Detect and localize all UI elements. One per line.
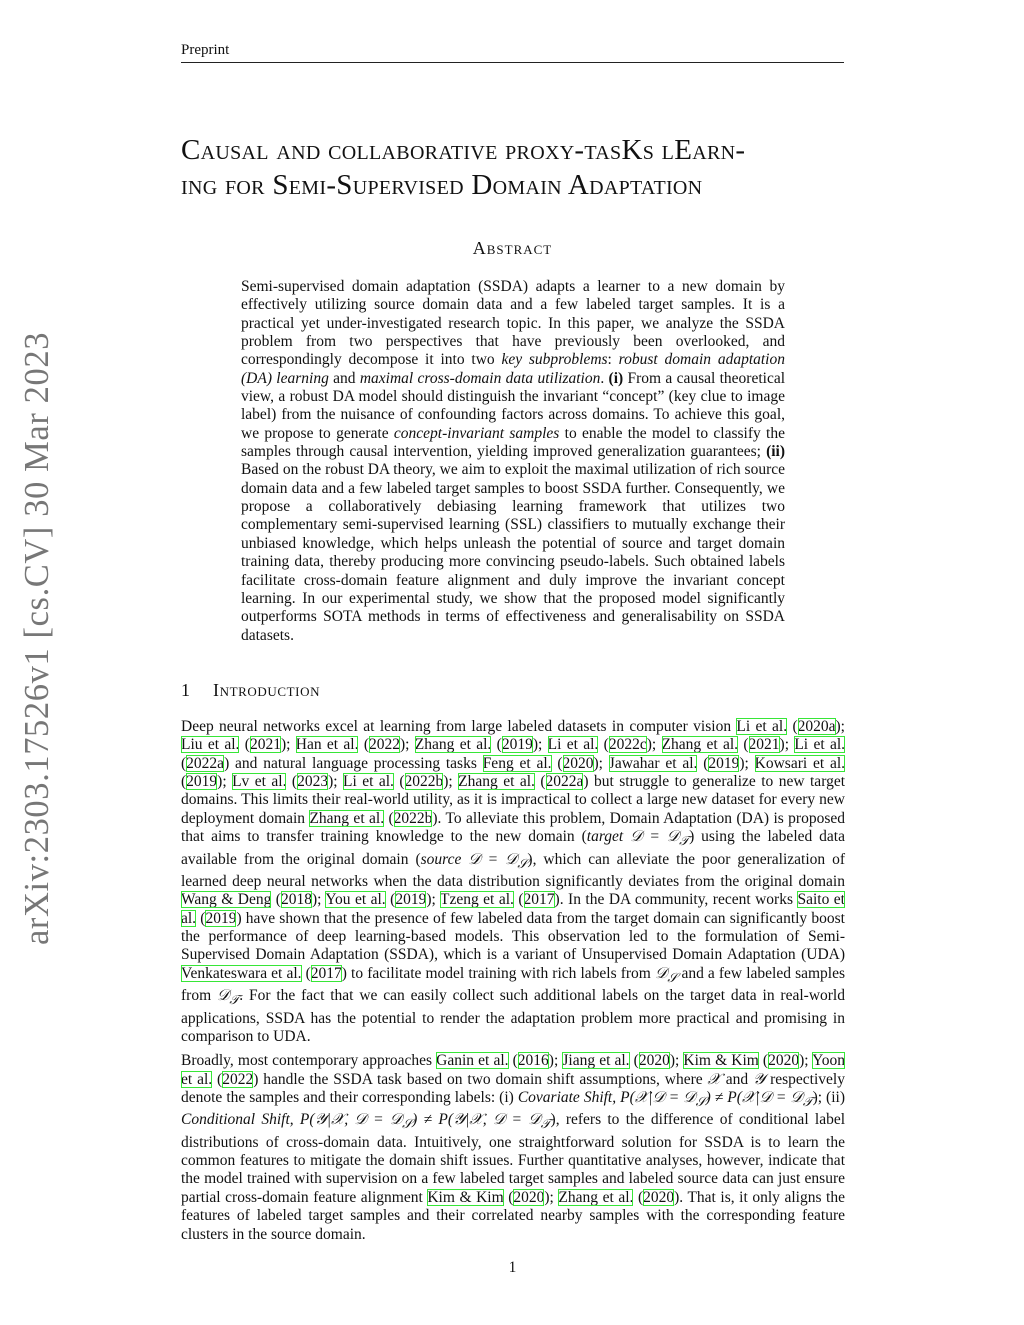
section-number: 1 <box>181 680 191 700</box>
citation-link[interactable]: Venkateswara et al. <box>181 964 302 982</box>
math-inline: 𝒴 <box>753 1070 766 1088</box>
citation-link[interactable]: Lv et al. <box>232 773 287 791</box>
math-inline: , P(𝒳|𝒟 = 𝒟$_𝒮$) ≠ P(𝒳|𝒟 = 𝒟$_𝒯$ <box>612 1088 813 1109</box>
section-title: Introduction <box>213 680 321 700</box>
citation-link[interactable]: 2017 <box>523 891 555 909</box>
citation-link[interactable]: 2017 <box>310 964 342 982</box>
running-head: Preprint <box>181 42 844 63</box>
citation-link[interactable]: 2019 <box>708 754 740 772</box>
citation-link[interactable]: 2019 <box>186 773 218 791</box>
intro-paragraph-1: Deep neural networks excel at learning from large labeled datasets in computer vision Li et al. (2020a); Liu et al. (2021); Han et al. (2022); Zhang et al. (2019); Li et al. (2022c); Zhang et al. (2021); Li et al. (2022a) and natural language processing tasks Feng et al. (2020); Jawahar et al. (2019); Kowsari et al. (2019); Lv et al. (2023); Li et al. (2022b); Zhang et al. (2022a) but struggle to generalize to new target domains. This limits their real-world utility, as it is impractical to collect a large new dataset for every new deployment domain Zhang et al. (2022b). To alleviate this problem, Domain Adaptation (DA) is proposed that aims to transfer training knowledge to the new domain (target 𝒟 = 𝒟$_𝒯$) using the labeled data available from the original domain (source 𝒟 = 𝒟$_𝒮$), which can alleviate the poor generalization of learned deep neural networks when the data distribution significantly deviates from the original domain Wang & Deng (2018); You et al. (2019); Tzeng et al. (2017). In the DA community, recent works Saito et al. (2019) have shown that the presence of few labeled data from the target domain can significantly boost the performance of deep learning-based models. This observation led to the formulation of Semi-Supervised Domain Adaptation (SSDA), which is a variant of Unsupervised Domain Adaptation (UDA) Venkateswara et al. (2017) to facilitate model training with rich labels from 𝒟$_𝒮$ and a few labeled samples from 𝒟$_𝒯$. For the fact that we can easily collect such additional labels on the target data in real-world applications, SSDA has the potential to render the adaptation problem more practical and promising in comparison to UDA. <box>181 718 846 1045</box>
citation-link[interactable]: 2020 <box>513 1188 545 1206</box>
arxiv-identifier: arXiv:2303.17526v1 [cs.CV] 30 Mar 2023 <box>18 331 56 945</box>
math-inline: 𝒟$_𝒯$ <box>216 987 240 1008</box>
citation-link[interactable]: Wang & Deng <box>181 891 272 909</box>
citation-link[interactable]: Jiang et al. <box>562 1052 630 1070</box>
citation-link[interactable]: 2020 <box>638 1052 670 1070</box>
citation-link[interactable]: Zhang et al. <box>309 809 385 827</box>
citation-link[interactable]: Li et al. <box>794 736 846 754</box>
page-number: 1 <box>508 1259 517 1276</box>
citation-link[interactable]: Kim & Kim <box>427 1188 504 1206</box>
citation-link[interactable]: 2022b <box>404 773 444 791</box>
math-inline: 𝒟 = 𝒟$_𝒮$ <box>461 850 528 871</box>
citation-link[interactable]: 2020 <box>643 1188 675 1206</box>
citation-link[interactable]: Liu et al. <box>181 736 240 754</box>
citation-link[interactable]: Tzeng et al. <box>439 891 514 909</box>
citation-link[interactable]: Kowsari et al. <box>754 754 846 772</box>
citation-link[interactable]: 2022c <box>608 736 647 754</box>
citation-link[interactable]: 2021 <box>748 736 780 754</box>
citation-link[interactable]: 2019 <box>205 909 237 927</box>
abstract-text: Semi-supervised domain adaptation (SSDA) adapts a learner to a new domain by effectively utilizing source domain data and a few labeled target samples. It is a practical yet under-investigated research topic. In this paper, we analyze the SSDA problem from two perspectives that have previously been overlooked, and correspondingly decompose it into two key subproblems: robust domain adaptation (DA) learning and maximal cross-domain data utilization. (i) From a causal theoretical view, a robust DA model should distinguish the invariant “concept” (key clue to image label) from the nuisance of confounding factors across domains. To achieve this goal, we propose to generate concept-invariant samples to enable the model to classify the samples through causal intervention, yielding improved generalization guarantees; (ii) Based on the robust DA theory, we aim to exploit the maximal utilization of rich source domain data and a few labeled target samples to boost SSDA further. Consequently, we propose a collaboratively debiasing learning framework that utilizes two complementary semi-supervised learning (SSL) classifiers to mutually exchange their unbiased knowledge, which helps unleash the potential of source and target domain training data, thereby producing more convincing pseudo-labels. Such obtained labels facilitate cross-domain feature alignment and duly improve the invariant concept learning. In our experimental study, we show that the proposed model significantly outperforms SOTA methods in terms of effectiveness and generalisability on SSDA datasets. <box>241 278 786 644</box>
citation-link[interactable]: 2016 <box>517 1052 549 1070</box>
citation-link[interactable]: 2022a <box>545 773 584 791</box>
citation-link[interactable]: Zhang et al. <box>414 736 492 754</box>
math-inline: 𝒳 <box>707 1070 721 1088</box>
citation-link[interactable]: Zhang et al. <box>458 773 535 791</box>
citation-link[interactable]: 2022 <box>368 736 400 754</box>
title-line-2: ing for Semi-Supervised Domain Adaptation <box>181 169 703 201</box>
citation-link[interactable]: Zhang et al. <box>661 736 739 754</box>
citation-link[interactable]: Feng et al. <box>482 754 552 772</box>
citation-link[interactable]: 2019 <box>501 736 533 754</box>
abstract-heading: Abstract <box>472 238 553 258</box>
math-inline: , P(𝒴|𝒳, 𝒟 = 𝒟$_𝒮$) ≠ P(𝒴|𝒳, 𝒟 = 𝒟$_𝒯$ <box>289 1111 551 1132</box>
citation-link[interactable]: 2018 <box>280 891 312 909</box>
math-inline: 𝒟 = 𝒟$_𝒯$ <box>623 828 690 849</box>
intro-paragraph-2: Broadly, most contemporary approaches Ganin et al. (2016); Jiang et al. (2020); Kim & Kim (2020); Yoon et al. (2022) handle the SSDA task based on two domain shift assumptions, where 𝒳 and 𝒴 respectively denote the samples and their corresponding labels: (i) Covariate Shift, P(𝒳|𝒟 = 𝒟$_𝒮$) ≠ P(𝒳|𝒟 = 𝒟$_𝒯$); (ii) Conditional Shift, P(𝒴|𝒳, 𝒟 = 𝒟$_𝒮$) ≠ P(𝒴|𝒳, 𝒟 = 𝒟$_𝒯$), refers to the difference of conditional label distributions of cross-domain data. Intuitively, one straightforward solution for SSDA is to learn the common features to mitigate the domain shift issues. Further quantitative analyses, however, indicate that the model trained with supervision on a few labeled target samples and labeled source data can just ensure partial cross-domain feature alignment Kim & Kim (2020); Zhang et al. (2020). That is, it only aligns the features of labeled target samples and their correlated nearby samples with the corresponding feature clusters in the source domain. <box>181 1052 846 1243</box>
citation-link[interactable]: Saito et al. <box>181 891 845 927</box>
citation-link[interactable]: 2020 <box>768 1052 800 1070</box>
citation-link[interactable]: 2022a <box>186 754 225 772</box>
title-line-1: Causal and collaborative proxy-tasKs lEarn- <box>181 134 746 166</box>
citation-link[interactable]: Ganin et al. <box>436 1052 509 1070</box>
section-heading-introduction <box>181 680 844 701</box>
citation-link[interactable]: Li et al. <box>342 773 394 791</box>
citation-link[interactable]: 2022 <box>222 1070 254 1088</box>
citation-link[interactable]: Li et al. <box>547 736 599 754</box>
citation-link[interactable]: Yoon et al. <box>181 1052 845 1088</box>
citation-link[interactable]: 2020a <box>797 718 836 735</box>
citation-link[interactable]: 2019 <box>395 891 427 909</box>
citation-link[interactable]: Li et al. <box>736 718 788 735</box>
citation-link[interactable]: 2020 <box>562 754 594 772</box>
citation-link[interactable]: 2022b <box>393 809 433 827</box>
paper-title <box>181 133 861 203</box>
citation-link[interactable]: You et al. <box>325 891 386 909</box>
citation-link[interactable]: 2023 <box>297 773 329 791</box>
citation-link[interactable]: Jawahar et al. <box>608 754 698 772</box>
math-inline: 𝒟$_𝒮$ <box>654 964 678 985</box>
citation-link[interactable]: Han et al. <box>295 736 359 754</box>
citation-link[interactable]: 2021 <box>249 736 281 754</box>
introduction-body <box>181 718 845 1250</box>
citation-link[interactable]: Zhang et al. <box>558 1188 634 1206</box>
citation-link[interactable]: Kim & Kim <box>683 1052 759 1070</box>
